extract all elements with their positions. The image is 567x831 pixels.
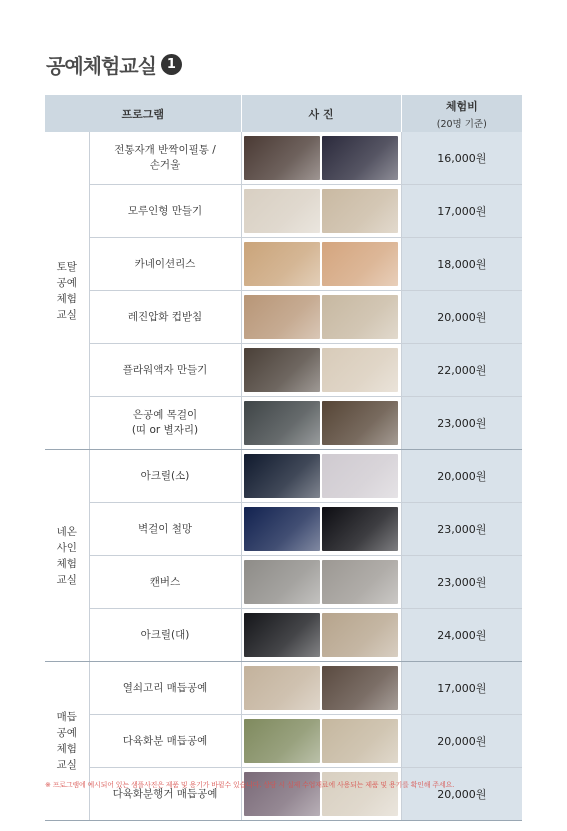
- program-name-cell: 다육화분 매듭공예: [89, 715, 241, 768]
- table-row: [45, 503, 522, 556]
- sample-photo: [322, 295, 398, 339]
- sample-photo: [244, 613, 320, 657]
- photo-cell: [241, 132, 401, 185]
- price-cell: 22,000원: [401, 344, 522, 397]
- category-cell: 네온 사인 체험 교실: [45, 450, 89, 662]
- table-row: [45, 238, 522, 291]
- sample-photo: [322, 666, 398, 710]
- sample-photo: [244, 560, 320, 604]
- table-row: [45, 291, 522, 344]
- program-name-cell: 레진압화 컵받침: [89, 291, 241, 344]
- photo-cell: [241, 662, 401, 715]
- sample-photo: [322, 719, 398, 763]
- program-table: [45, 95, 522, 821]
- program-name-cell: 캔버스: [89, 556, 241, 609]
- program-name-cell: 은공예 목걸이 (띠 or 별자리): [89, 397, 241, 450]
- header-fee-sub: (20명 기준): [436, 118, 487, 130]
- table-row: [45, 609, 522, 662]
- sample-photo: [322, 401, 398, 445]
- title-number-badge: 1: [161, 54, 182, 75]
- program-name-cell: 아크릴(대): [89, 609, 241, 662]
- sample-photo: [244, 772, 320, 816]
- photo-cell: [241, 291, 401, 344]
- sample-photo: [244, 136, 320, 180]
- price-cell: 20,000원: [401, 715, 522, 768]
- sample-photo: [244, 454, 320, 498]
- price-cell: 20,000원: [401, 450, 522, 503]
- price-cell: 17,000원: [401, 185, 522, 238]
- sample-photo: [244, 666, 320, 710]
- program-name-cell: 전통자개 반짝이필통 / 손거울: [89, 132, 241, 185]
- sample-photo: [322, 613, 398, 657]
- category-cell: 토탈 공예 체험 교실: [45, 132, 89, 450]
- sample-photo: [322, 454, 398, 498]
- sample-photo: [322, 242, 398, 286]
- photo-cell: [241, 185, 401, 238]
- header-program: 프로그램: [45, 95, 241, 132]
- photo-cell: [241, 397, 401, 450]
- program-name-cell: 플라워액자 만들기: [89, 344, 241, 397]
- photo-cell: [241, 503, 401, 556]
- sample-photo: [322, 189, 398, 233]
- price-cell: 23,000원: [401, 556, 522, 609]
- sample-photo: [244, 719, 320, 763]
- sample-photo: [322, 772, 398, 816]
- sample-photo: [244, 242, 320, 286]
- program-name-cell: 아크릴(소): [89, 450, 241, 503]
- price-cell: 16,000원: [401, 132, 522, 185]
- table-row: [45, 715, 522, 768]
- table-row: [45, 185, 522, 238]
- photo-cell: [241, 768, 401, 821]
- sample-photo: [322, 507, 398, 551]
- price-cell: 18,000원: [401, 238, 522, 291]
- sample-photo: [244, 295, 320, 339]
- photo-cell: [241, 238, 401, 291]
- header-photo: 사 진: [241, 95, 401, 132]
- photo-cell: [241, 450, 401, 503]
- table-row: [45, 344, 522, 397]
- header-fee: [401, 95, 522, 132]
- photo-cell: [241, 556, 401, 609]
- price-cell: 20,000원: [401, 768, 522, 821]
- photo-cell: [241, 609, 401, 662]
- table-row: [45, 768, 522, 821]
- page-title: [46, 50, 182, 79]
- table-row: [45, 662, 522, 715]
- price-cell: 23,000원: [401, 503, 522, 556]
- sample-photo: [322, 348, 398, 392]
- program-name-cell: 다육화분행거 매듭공예: [89, 768, 241, 821]
- sample-photo: [244, 507, 320, 551]
- table-row: [45, 450, 522, 503]
- footnote: ※ 프로그램에 예시되어 있는 샘플사진은 제품 및 용기가 바뀔수 있습니다. 상담 시 실제 수업재료에 사용되는 제품 및 용기를 확인해 주세요.: [45, 781, 455, 789]
- sample-photo: [322, 136, 398, 180]
- price-cell: 24,000원: [401, 609, 522, 662]
- program-name-cell: 모루인형 만들기: [89, 185, 241, 238]
- table-row: [45, 556, 522, 609]
- price-cell: 17,000원: [401, 662, 522, 715]
- sample-photo: [322, 560, 398, 604]
- page-title-text: 공예체험교실: [46, 54, 156, 78]
- sample-photo: [244, 348, 320, 392]
- sample-photo: [244, 189, 320, 233]
- header-fee-label: 체험비: [445, 99, 478, 113]
- table-row: [45, 397, 522, 450]
- program-name-cell: 카네이션리스: [89, 238, 241, 291]
- photo-cell: [241, 344, 401, 397]
- table-body: [45, 132, 522, 821]
- table-header-row: [45, 95, 522, 132]
- program-name-cell: 열쇠고리 매듭공예: [89, 662, 241, 715]
- price-cell: 23,000원: [401, 397, 522, 450]
- sample-photo: [244, 401, 320, 445]
- price-cell: 20,000원: [401, 291, 522, 344]
- photo-cell: [241, 715, 401, 768]
- category-cell: 매듭 공예 체험 교실: [45, 662, 89, 821]
- table-row: [45, 132, 522, 185]
- program-name-cell: 벽걸이 철망: [89, 503, 241, 556]
